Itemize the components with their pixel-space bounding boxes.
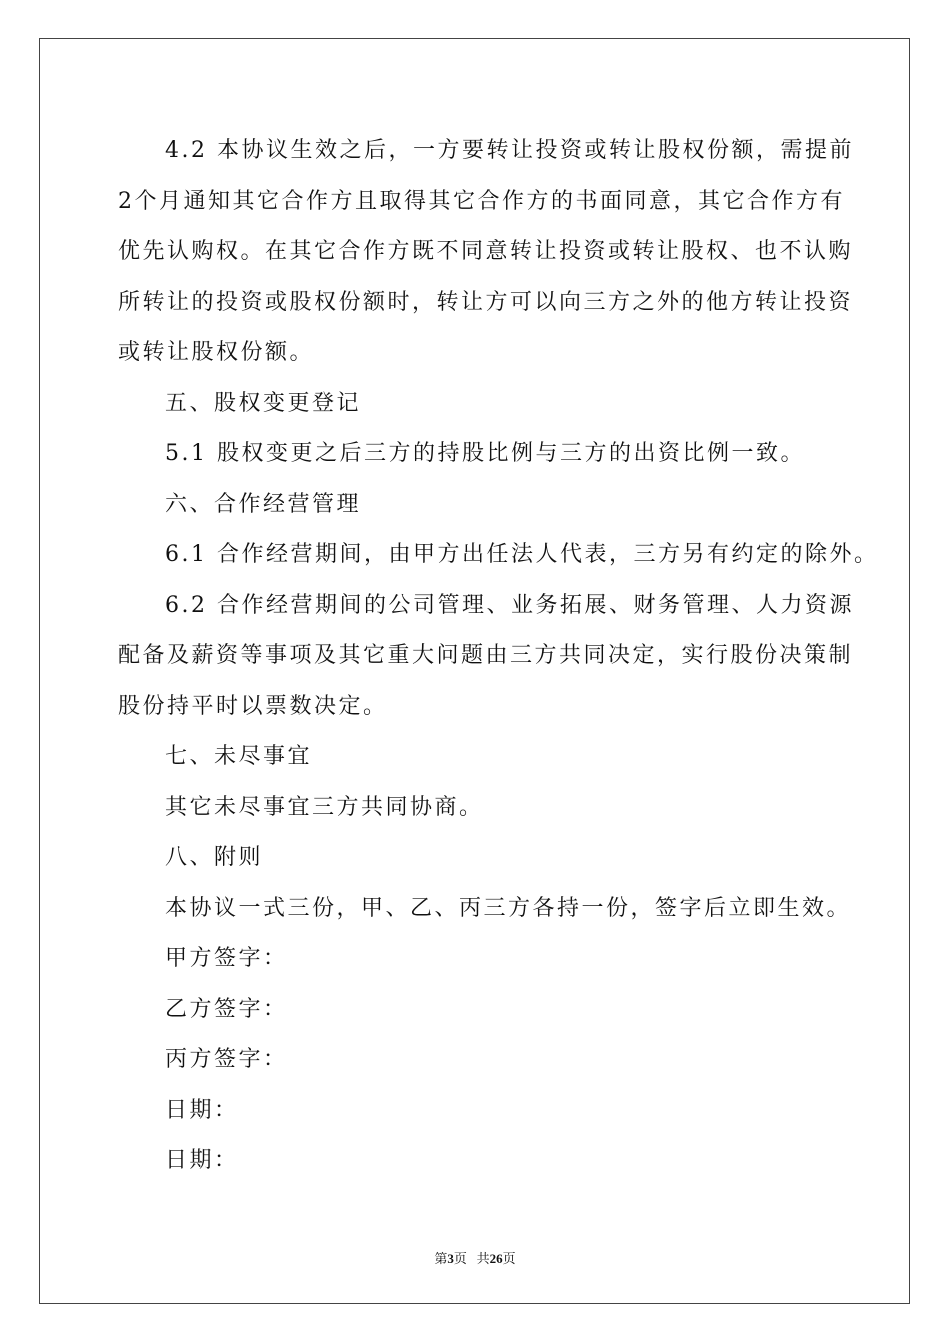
footer-page-suffix: 页 bbox=[453, 1251, 467, 1266]
paragraph-line: 配备及薪资等事项及其它重大问题由三方共同决定，实行股份决策制 bbox=[118, 643, 854, 668]
date-line: 日期： bbox=[165, 1148, 239, 1173]
signature-line-party-b: 乙方签字： bbox=[165, 996, 288, 1022]
paragraph-line: 6.2 合作经营期间的公司管理、业务拓展、财务管理、人力资源 bbox=[165, 592, 854, 618]
section-heading: 五、股权变更登记 bbox=[165, 390, 362, 416]
paragraph-line: 其它未尽事宜三方共同协商。 bbox=[165, 794, 484, 820]
document-body bbox=[118, 126, 879, 1187]
paragraph-line: 或转让股权份额。 bbox=[118, 340, 315, 365]
paragraph-line: 5.1 股权变更之后三方的持股比例与三方的出资比例一致。 bbox=[165, 441, 805, 466]
paragraph-line: 2个月通知其它合作方且取得其它合作方的书面同意，其它合作方有 bbox=[118, 188, 845, 214]
signature-line-party-a: 甲方签字： bbox=[165, 946, 288, 971]
paragraph-line: 所转让的投资或股权份额时，转让方可以向三方之外的他方转让投资 bbox=[118, 289, 854, 315]
paragraph-line: 优先认购权。在其它合作方既不同意转让投资或转让股权、也不认购 bbox=[118, 239, 854, 264]
page-footer bbox=[0, 1248, 950, 1267]
footer-prefix: 第 bbox=[434, 1251, 448, 1266]
footer-total-prefix: 共 bbox=[476, 1251, 490, 1266]
total-page-count: 26 bbox=[489, 1251, 503, 1266]
paragraph-line: 4.2 本协议生效之后，一方要转让投资或转让股权份额，需提前 bbox=[165, 138, 854, 163]
date-line: 日期： bbox=[165, 1097, 239, 1123]
paragraph-line: 本协议一式三份，甲、乙、丙三方各持一份，签字后立即生效。 bbox=[165, 895, 852, 921]
current-page-number: 3 bbox=[447, 1251, 454, 1266]
footer-total-suffix: 页 bbox=[502, 1251, 516, 1266]
section-heading: 六、合作经营管理 bbox=[165, 491, 362, 517]
section-heading: 七、未尽事宜 bbox=[165, 744, 313, 769]
section-heading: 八、附则 bbox=[165, 845, 264, 870]
paragraph-line: 6.1 合作经营期间，由甲方出任法人代表，三方另有约定的除外。 bbox=[165, 542, 879, 567]
signature-line-party-c: 丙方签字： bbox=[165, 1047, 288, 1072]
paragraph-line: 股份持平时以票数决定。 bbox=[118, 693, 388, 719]
